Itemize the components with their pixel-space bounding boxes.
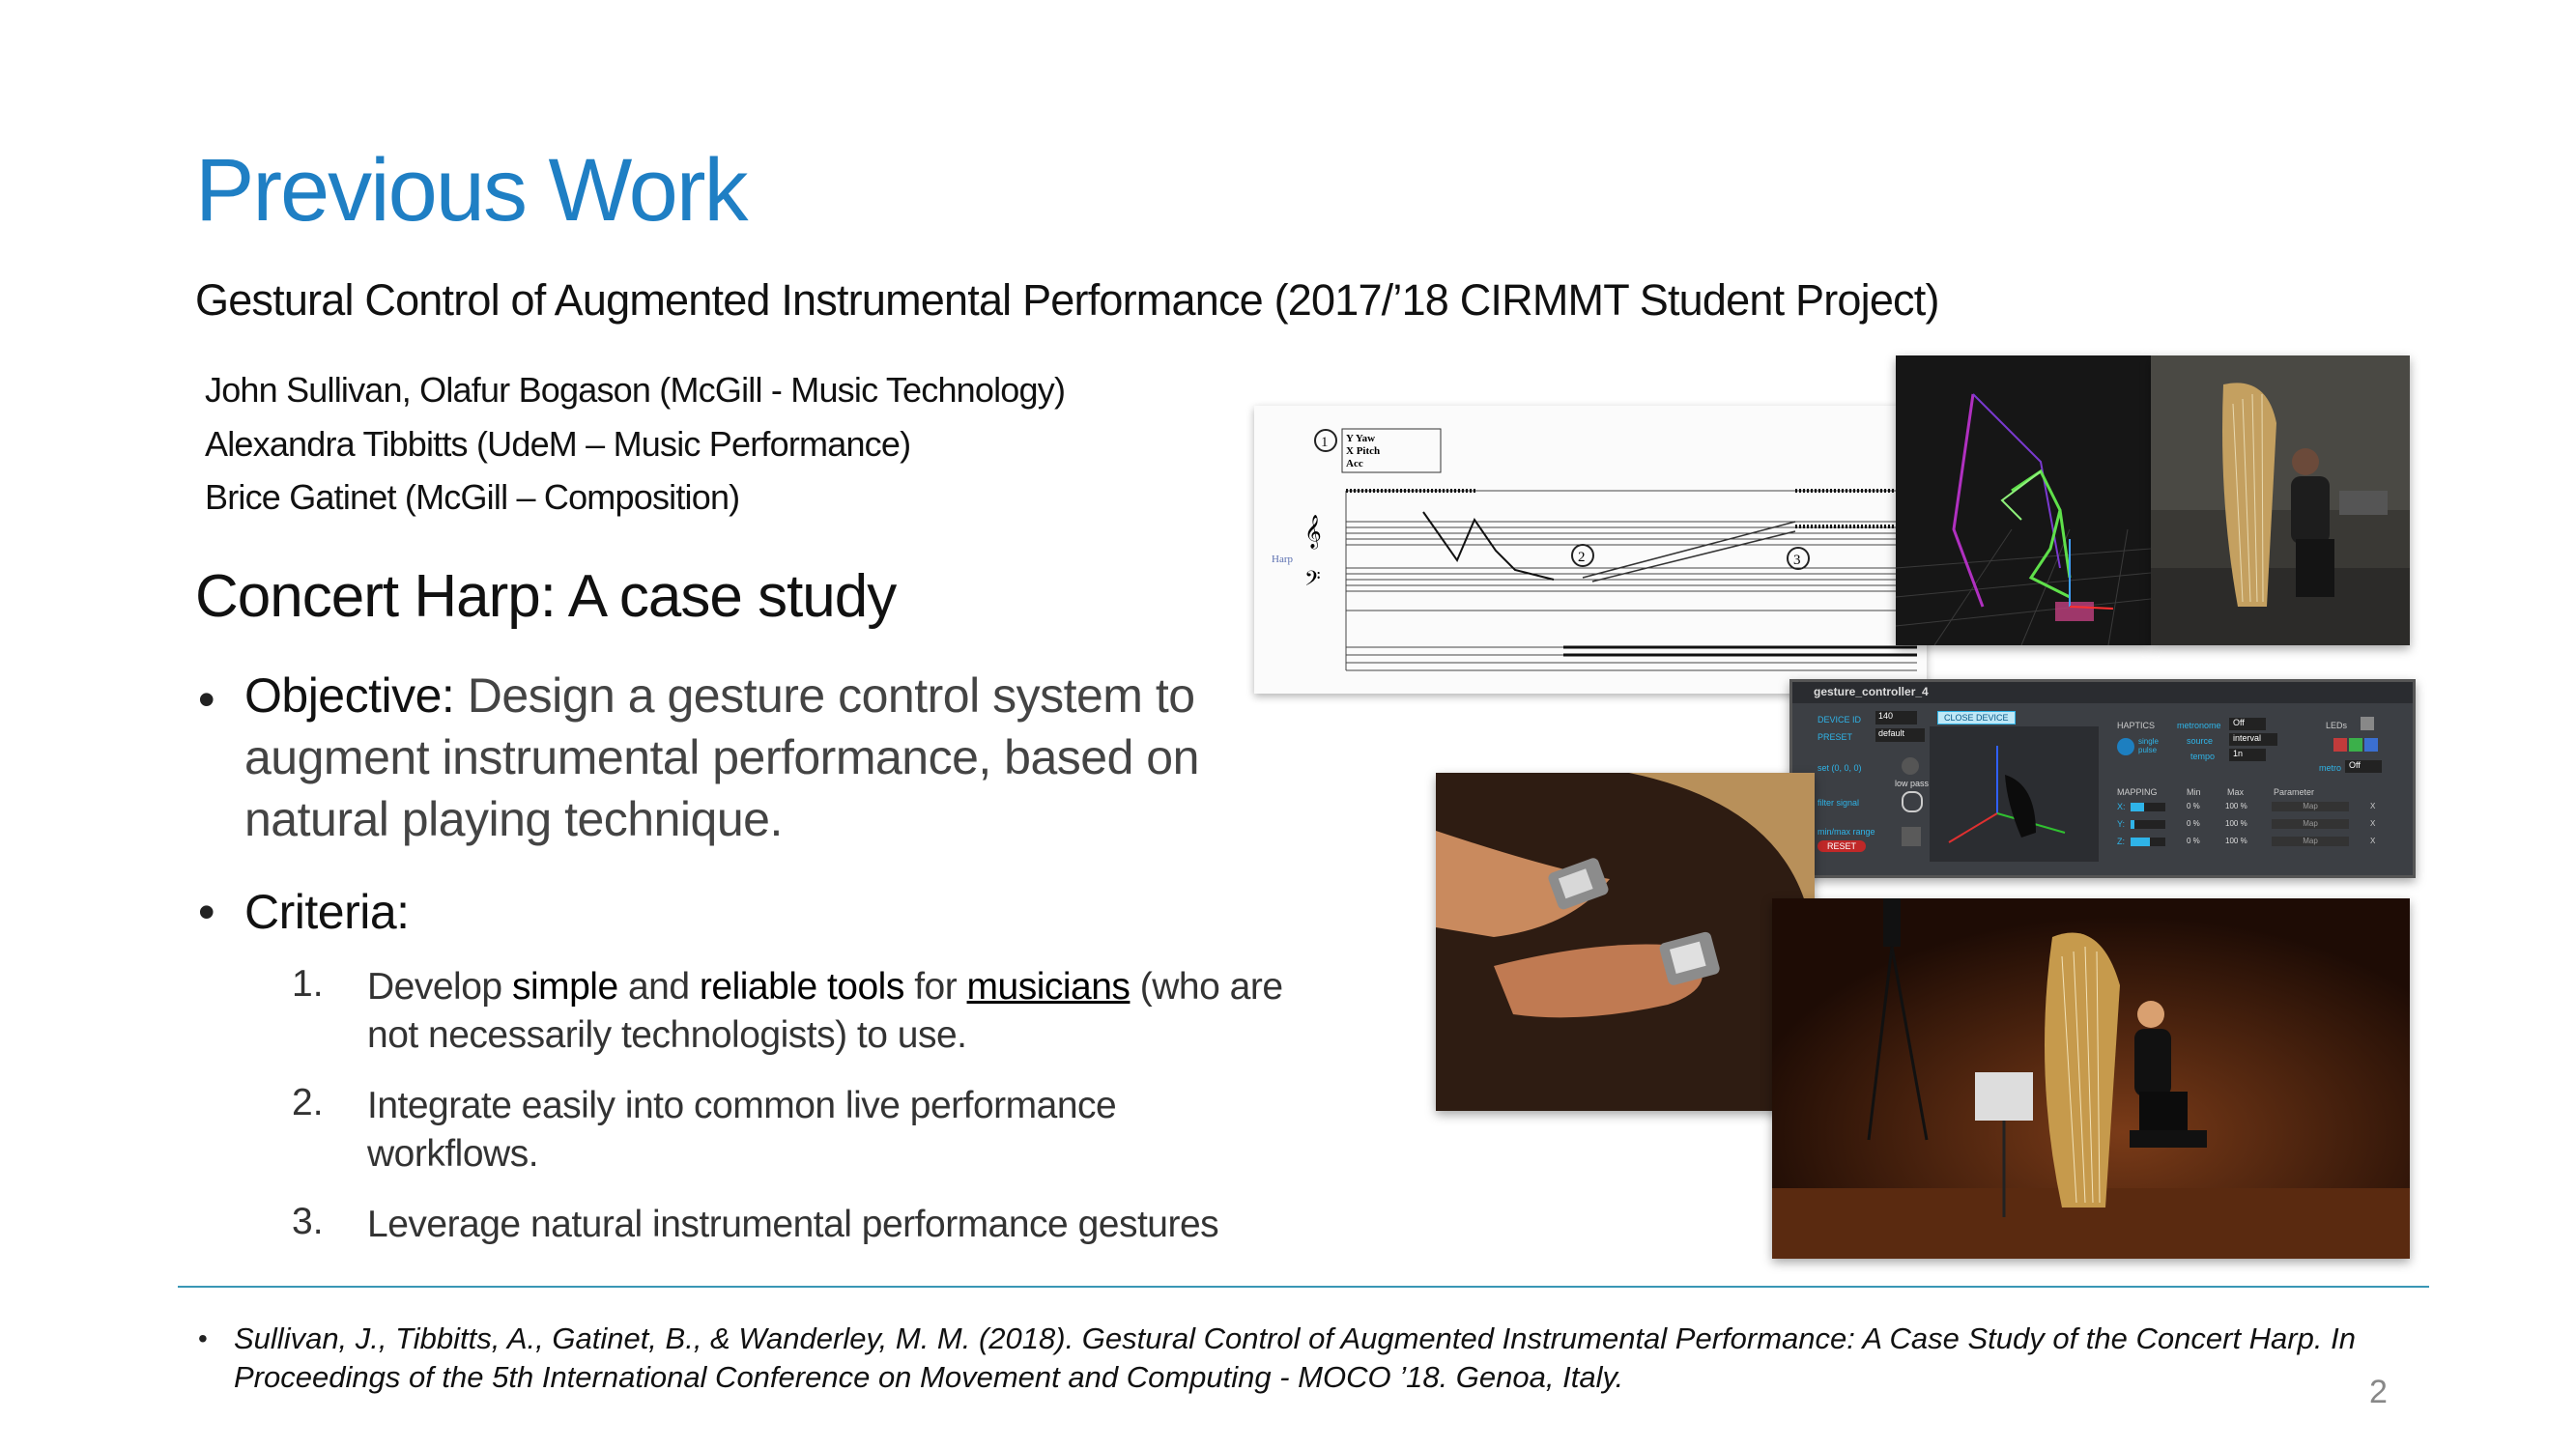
criteria-1-simple: simple	[511, 966, 618, 1008]
criteria-1-for: for	[903, 966, 967, 1008]
objective-bullet	[244, 665, 1259, 850]
metronome-label: metronome	[2177, 721, 2221, 730]
mapping-label: MAPPING	[2117, 787, 2158, 797]
minmax-toggle[interactable]	[1902, 827, 1921, 846]
objective-label: Objective:	[244, 668, 455, 723]
criteria-1-musicians: musicians	[966, 966, 1131, 1008]
slide-title: Previous Work	[195, 141, 747, 240]
tempo-select[interactable]: 1n	[2229, 749, 2266, 761]
metro-toggle[interactable]: Off	[2345, 760, 2382, 773]
axis-y-label: Y:	[2117, 819, 2126, 829]
criteria-1-post: (who are not necessarily technologists) to use.	[367, 966, 1283, 1056]
axis-z-label: Z:	[2117, 837, 2125, 846]
source-label: source	[2187, 736, 2214, 746]
hand-sensors-photo	[1436, 773, 1815, 1111]
score-marker-2: 2	[1578, 550, 1586, 565]
close-device-button[interactable]: CLOSE DEVICE	[1937, 711, 2016, 724]
leds-label: LEDs	[2326, 721, 2348, 730]
max-patch-screenshot	[1789, 679, 2416, 878]
preset-select[interactable]: default	[1875, 728, 1925, 742]
criteria-label: Criteria:	[244, 885, 410, 939]
motion-capture-image	[1896, 355, 2151, 645]
axis-z-map-select[interactable]: Map	[2272, 837, 2349, 846]
axis-y-max[interactable]: 100 %	[2225, 819, 2247, 828]
criteria-1-pre: Develop	[367, 966, 512, 1008]
reference-bullet-marker: •	[198, 1323, 208, 1353]
axis-x-meter	[2131, 803, 2165, 811]
bullet-marker-objective: •	[198, 672, 215, 726]
axis-y-min[interactable]: 0 %	[2187, 819, 2200, 828]
axis-y-map-select[interactable]: Map	[2272, 819, 2349, 829]
device-id-label: DEVICE ID	[1818, 715, 1862, 724]
haptics-label: HAPTICS	[2117, 721, 2156, 730]
axis-x-label: X:	[2117, 802, 2126, 811]
orientation-drawing	[1930, 726, 2099, 862]
bass-clef-icon: 𝄢	[1304, 567, 1321, 596]
lowpass-label: low pass	[1895, 779, 1930, 788]
single-pulse-button[interactable]	[2117, 738, 2134, 755]
score-marker-1: 1	[1321, 435, 1329, 450]
tempo-label: tempo	[2190, 752, 2216, 761]
axis-z-remove[interactable]: X	[2370, 837, 2376, 845]
led-green-swatch[interactable]	[2349, 738, 2362, 752]
criteria-1-reliable: reliable tools	[699, 966, 904, 1008]
score-image	[1254, 406, 1927, 694]
mapping-max-header: Max	[2227, 787, 2245, 797]
criteria-item-1	[367, 963, 1285, 1060]
preset-label: PRESET	[1818, 732, 1853, 742]
source-select[interactable]: interval	[2229, 733, 2277, 746]
footer-divider	[178, 1286, 2429, 1288]
citation-reference: Sullivan, J., Tibbitts, A., Gatinet, B., & Wanderley, M. M. (2018). Gestural Control of Augmented Instrumental Performance: A Case Study of the Concert Harp. In Proceedings of the 5th International Conference on Movement and Computing - MOCO ’18. Genoa, Italy.	[234, 1321, 2356, 1394]
lowpass-knob[interactable]	[1902, 791, 1923, 812]
orientation-view	[1930, 726, 2099, 862]
mocap-drawing	[1896, 355, 2151, 645]
reset-button[interactable]: RESET	[1818, 840, 1866, 852]
harpist-studio-photo	[2151, 355, 2410, 645]
axis-x-max[interactable]: 100 %	[2225, 802, 2247, 810]
bullet-marker-criteria: •	[198, 885, 215, 939]
patch-titlebar	[1792, 682, 2413, 703]
criteria-bullet	[244, 881, 410, 943]
score-marker-3: 3	[1793, 553, 1801, 568]
metro-label: metro	[2319, 763, 2342, 773]
axis-x-min[interactable]: 0 %	[2187, 802, 2200, 810]
objective-text: Design a gesture control system to augment instrumental performance, based on natural playing technique.	[244, 668, 1199, 846]
axis-x-remove[interactable]: X	[2370, 802, 2376, 810]
treble-clef-icon: 𝄞	[1304, 515, 1322, 549]
single-pulse-label: single pulse	[2138, 737, 2159, 754]
author-line-3: Brice Gatinet (McGill – Composition)	[205, 477, 740, 517]
set-label: set (0, 0, 0)	[1818, 763, 1862, 773]
patch-title: gesture_controller_4	[1814, 685, 1929, 698]
case-study-heading: Concert Harp: A case study	[195, 563, 897, 630]
axis-y-remove[interactable]: X	[2370, 819, 2376, 828]
axis-x-map-select[interactable]: Map	[2272, 802, 2349, 811]
author-line-1: John Sullivan, Olafur Bogason (McGill - Music Technology)	[205, 370, 1066, 410]
minmax-label: min/max range	[1818, 827, 1875, 837]
led-red-swatch[interactable]	[2333, 738, 2347, 752]
mapping-min-header: Min	[2187, 787, 2201, 797]
metronome-toggle[interactable]: Off	[2229, 718, 2266, 730]
mapping-parameter-header: Parameter	[2274, 787, 2315, 797]
criteria-number-2: 2.	[292, 1082, 324, 1123]
score-instrument-label: Harp	[1272, 554, 1293, 565]
score-legend-acc: Acc	[1346, 458, 1363, 469]
project-subtitle: Gestural Control of Augmented Instrumental Performance (2017/’18 CIRMMT Student Project)	[195, 275, 1939, 325]
score-legend-yaw: Y Yaw	[1346, 433, 1376, 444]
page-number: 2	[2369, 1374, 2388, 1410]
score-legend-pitch: X Pitch	[1346, 445, 1381, 457]
stage-photo-drawing	[1772, 898, 2410, 1259]
author-line-2: Alexandra Tibbitts (UdeM – Music Performance)	[205, 424, 911, 464]
hands-drawing	[1436, 773, 1815, 1111]
criteria-1-and: and	[617, 966, 700, 1008]
score-drawing	[1254, 406, 1927, 694]
criteria-item-2: Integrate easily into common live performance workflows.	[367, 1085, 1117, 1175]
harpist-stage-photo	[1772, 898, 2410, 1259]
studio-photo-drawing	[2151, 355, 2410, 645]
criteria-number-3: 3.	[292, 1201, 324, 1242]
led-blue-swatch[interactable]	[2364, 738, 2378, 752]
axis-z-max[interactable]: 100 %	[2225, 837, 2247, 845]
device-id-field[interactable]: 140	[1875, 711, 1917, 724]
set-button[interactable]	[1902, 757, 1919, 775]
axis-z-meter	[2131, 838, 2165, 846]
criteria-number-1: 1.	[292, 963, 324, 1005]
led-white-swatch[interactable]	[2361, 717, 2374, 730]
filter-label: filter signal	[1818, 798, 1860, 808]
axis-y-meter	[2131, 820, 2165, 829]
criteria-item-3: Leverage natural instrumental performance gestures	[367, 1204, 1219, 1245]
axis-z-min[interactable]: 0 %	[2187, 837, 2200, 845]
